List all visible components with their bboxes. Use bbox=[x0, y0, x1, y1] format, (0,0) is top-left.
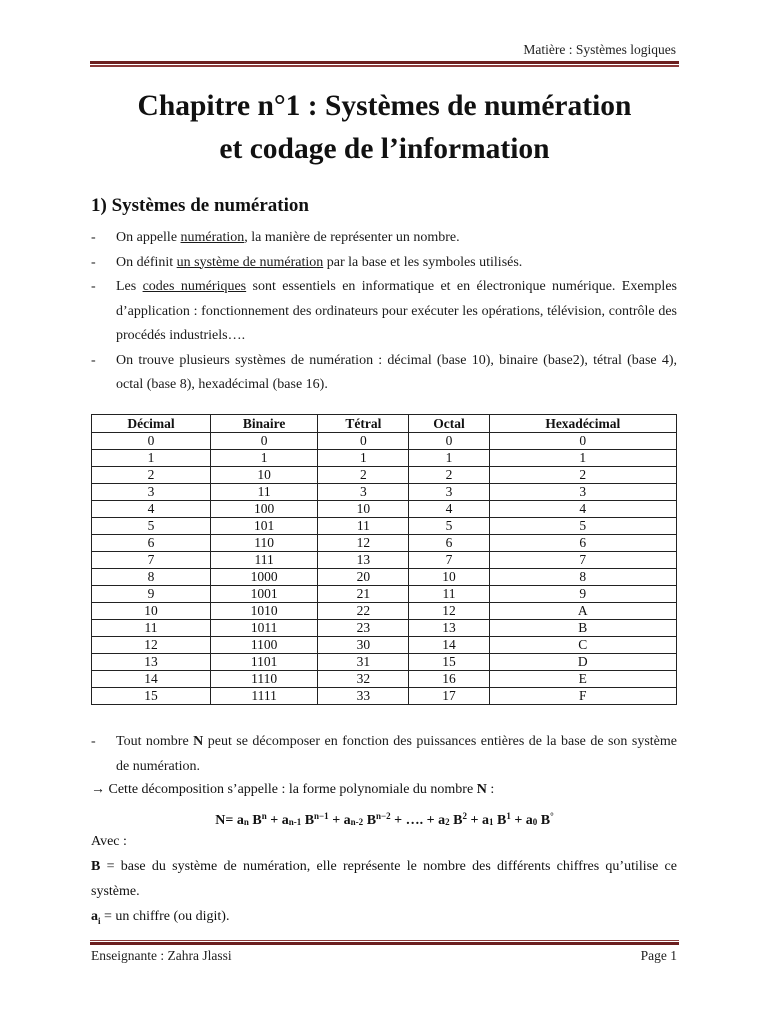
table-cell: 17 bbox=[409, 688, 489, 705]
footer-teacher: Enseignante : Zahra Jlassi bbox=[91, 948, 232, 963]
table-cell: 14 bbox=[92, 671, 211, 688]
table-cell: 4 bbox=[409, 501, 489, 518]
table-cell: 11 bbox=[210, 484, 317, 501]
decomposition-paragraph bbox=[91, 730, 677, 779]
definition-text: = base du système de numération, elle représente le nombre des différents chiffres qu’utilise ce système. bbox=[91, 859, 677, 899]
table-row bbox=[92, 654, 677, 671]
underlined-term: un système de numération bbox=[176, 254, 324, 270]
table-row bbox=[92, 484, 677, 501]
table-cell: 21 bbox=[318, 586, 409, 603]
table-cell: 1 bbox=[318, 450, 409, 467]
table-row bbox=[92, 501, 677, 518]
table-cell: 0 bbox=[92, 433, 211, 450]
table-row bbox=[92, 518, 677, 535]
table-cell: 2 bbox=[489, 467, 676, 484]
table-row bbox=[92, 637, 677, 654]
section-heading: 1) Systèmes de numération bbox=[91, 195, 309, 216]
table-cell: 3 bbox=[489, 484, 676, 501]
table-cell: 101 bbox=[210, 518, 317, 535]
bullet-text: par la base et les symboles utilisés. bbox=[323, 254, 523, 270]
table-cell: 110 bbox=[210, 535, 317, 552]
arrow-right-icon: → bbox=[91, 782, 105, 797]
dash-marker: - bbox=[91, 230, 96, 245]
table-cell: 22 bbox=[318, 603, 409, 620]
bullet-item bbox=[91, 251, 677, 276]
avec-label: Avec : bbox=[91, 834, 127, 849]
dash-marker: - bbox=[91, 279, 96, 294]
formula-term: $a_1$ $B^1$ + bbox=[481, 811, 526, 828]
bullet-text: On appelle bbox=[116, 230, 181, 245]
table-row bbox=[92, 467, 677, 484]
table-cell: 1111 bbox=[210, 688, 317, 705]
table-cell: 1 bbox=[409, 450, 489, 467]
table-cell: 111 bbox=[210, 552, 317, 569]
table-cell: 13 bbox=[318, 552, 409, 569]
table-cell: 1101 bbox=[210, 654, 317, 671]
table-cell: 3 bbox=[92, 484, 211, 501]
bullet-text: On définit bbox=[116, 254, 177, 270]
table-cell: 12 bbox=[92, 637, 211, 654]
table-cell: 1 bbox=[92, 450, 211, 467]
table-cell: 33 bbox=[318, 688, 409, 705]
table-cell: 10 bbox=[409, 569, 489, 586]
statement-text: Cette décomposition s’appelle : la forme polynomiale du nombre bbox=[105, 782, 477, 797]
table-cell: 12 bbox=[409, 603, 489, 620]
dash-marker: - bbox=[91, 254, 96, 270]
table-header-row bbox=[92, 415, 677, 433]
table-cell: 10 bbox=[92, 603, 211, 620]
table-body bbox=[92, 433, 677, 705]
arrow-statement bbox=[91, 778, 494, 802]
table-cell: 5 bbox=[92, 518, 211, 535]
bold-variable: $a_i$ bbox=[91, 909, 101, 926]
table-cell: 1 bbox=[210, 450, 317, 467]
table-row bbox=[92, 552, 677, 569]
table-cell: D bbox=[489, 654, 676, 671]
bullet-text: Tout nombre bbox=[116, 734, 194, 749]
table-cell: 1001 bbox=[210, 586, 317, 603]
underlined-term: numération bbox=[180, 230, 245, 245]
table-cell: 6 bbox=[489, 535, 676, 552]
chapter-title-line-2: et codage de l’information bbox=[219, 133, 550, 165]
table-cell: 13 bbox=[409, 620, 489, 637]
bullet-item bbox=[91, 730, 677, 779]
table-cell: 20 bbox=[318, 569, 409, 586]
table-cell: 7 bbox=[489, 552, 676, 569]
table-cell: 12 bbox=[318, 535, 409, 552]
table-cell: 4 bbox=[92, 501, 211, 518]
table-row bbox=[92, 620, 677, 637]
header-decimal: Décimal bbox=[92, 415, 211, 433]
table-cell: 6 bbox=[409, 535, 489, 552]
table-cell: 2 bbox=[318, 467, 409, 484]
table-row bbox=[92, 671, 677, 688]
table-cell: 6 bbox=[92, 535, 211, 552]
table-cell: 1 bbox=[489, 450, 676, 467]
header-octal: Octal bbox=[409, 415, 489, 433]
digit-definition bbox=[91, 905, 229, 933]
table-cell: 7 bbox=[92, 552, 211, 569]
underlined-term: codes numériques bbox=[142, 279, 247, 294]
table-cell: 9 bbox=[92, 586, 211, 603]
table-cell: 8 bbox=[92, 569, 211, 586]
header-rule bbox=[90, 61, 679, 67]
table-row bbox=[92, 688, 677, 705]
numeration-table bbox=[91, 414, 677, 705]
table-cell: 32 bbox=[318, 671, 409, 688]
header-hexadecimal: Hexadécimal bbox=[489, 415, 676, 433]
table-cell: 31 bbox=[318, 654, 409, 671]
header-tetral: Tétral bbox=[318, 415, 409, 433]
bullet-item bbox=[91, 226, 677, 251]
formula-term: $a_{n-1}$ $B^{n-1}$ + bbox=[281, 811, 344, 828]
table-cell: 15 bbox=[409, 654, 489, 671]
bullet-text: peut se décomposer en fonction des puissances entières de la base de son système de numération. bbox=[116, 734, 677, 774]
chapter-title bbox=[90, 85, 679, 171]
table-cell: E bbox=[489, 671, 676, 688]
formula-terms bbox=[237, 813, 554, 828]
table-cell: 0 bbox=[489, 433, 676, 450]
table-cell: 5 bbox=[409, 518, 489, 535]
table-cell: 11 bbox=[92, 620, 211, 637]
bold-variable: N bbox=[193, 734, 204, 749]
chapter-title-line-1: Chapitre n°1 : Systèmes de numération bbox=[137, 90, 632, 122]
table-cell: A bbox=[489, 603, 676, 620]
table-cell: 23 bbox=[318, 620, 409, 637]
bullet-text: On trouve plusieurs systèmes de numération : décimal (base 10), binaire (base2), tétral (base 4), octal (base 8), hexadécimal (base 16). bbox=[116, 352, 677, 392]
table-cell: 14 bbox=[409, 637, 489, 654]
bullet-text: , la manière de représenter un nombre. bbox=[244, 230, 460, 245]
dash-marker: - bbox=[91, 734, 96, 749]
table-row bbox=[92, 586, 677, 603]
table-cell: 5 bbox=[489, 518, 676, 535]
statement-text: : bbox=[486, 782, 495, 797]
dash-marker: - bbox=[91, 352, 96, 368]
table-cell: C bbox=[489, 637, 676, 654]
table-row bbox=[92, 433, 677, 450]
bullet-text: sont essentiels en informatique et en électronique numérique. Exemples d’application : fonctionnement des ordinateurs pour exécuter les opérations, télévision, contrôle des procédés industriels…. bbox=[116, 279, 677, 343]
base-definition bbox=[91, 855, 677, 904]
table-cell: 3 bbox=[318, 484, 409, 501]
bullet-item bbox=[91, 349, 677, 398]
definition-text: = un chiffre (ou digit). bbox=[100, 909, 230, 924]
footer-rule bbox=[90, 940, 679, 945]
formula-lhs: N= bbox=[215, 813, 237, 828]
table-cell: F bbox=[489, 688, 676, 705]
header-subject: Matière : Systèmes logiques bbox=[523, 42, 676, 57]
table-cell: 10 bbox=[210, 467, 317, 484]
table-cell: 4 bbox=[489, 501, 676, 518]
table-cell: 9 bbox=[489, 586, 676, 603]
header-binary: Binaire bbox=[210, 415, 317, 433]
bullet-list bbox=[91, 226, 677, 398]
bold-variable: B bbox=[91, 859, 101, 874]
table-cell: 100 bbox=[210, 501, 317, 518]
bullet-text: Les bbox=[116, 279, 143, 294]
table-cell: 11 bbox=[318, 518, 409, 535]
formula-term: $a_0$ B° bbox=[525, 811, 554, 828]
bullet-item bbox=[91, 275, 677, 349]
table-row bbox=[92, 569, 677, 586]
table-cell: 1010 bbox=[210, 603, 317, 620]
table-cell: 1011 bbox=[210, 620, 317, 637]
table-cell: 1100 bbox=[210, 637, 317, 654]
table-cell: 16 bbox=[409, 671, 489, 688]
formula-term: $a_{n-2}$ $B^{n-2}$ + …. + bbox=[343, 811, 439, 828]
table-cell: 1000 bbox=[210, 569, 317, 586]
table-cell: 7 bbox=[409, 552, 489, 569]
formula-term: $a_2$ $B^2$ + bbox=[438, 811, 482, 828]
table-row bbox=[92, 603, 677, 620]
table-cell: 8 bbox=[489, 569, 676, 586]
bold-variable: N bbox=[476, 782, 487, 797]
table-cell: 11 bbox=[409, 586, 489, 603]
table-cell: 2 bbox=[409, 467, 489, 484]
table-cell: 30 bbox=[318, 637, 409, 654]
formula-term: $a_n$ $B^n$ + bbox=[236, 811, 282, 828]
table-cell: 13 bbox=[92, 654, 211, 671]
polynomial-formula bbox=[90, 804, 679, 834]
footer-page-number: Page 1 bbox=[640, 948, 677, 963]
table-row bbox=[92, 535, 677, 552]
table-cell: B bbox=[489, 620, 676, 637]
table-cell: 0 bbox=[409, 433, 489, 450]
table-cell: 1110 bbox=[210, 671, 317, 688]
table-cell: 0 bbox=[210, 433, 317, 450]
table-cell: 10 bbox=[318, 501, 409, 518]
table-row bbox=[92, 450, 677, 467]
table-cell: 15 bbox=[92, 688, 211, 705]
table-cell: 0 bbox=[318, 433, 409, 450]
table-cell: 3 bbox=[409, 484, 489, 501]
table-cell: 2 bbox=[92, 467, 211, 484]
